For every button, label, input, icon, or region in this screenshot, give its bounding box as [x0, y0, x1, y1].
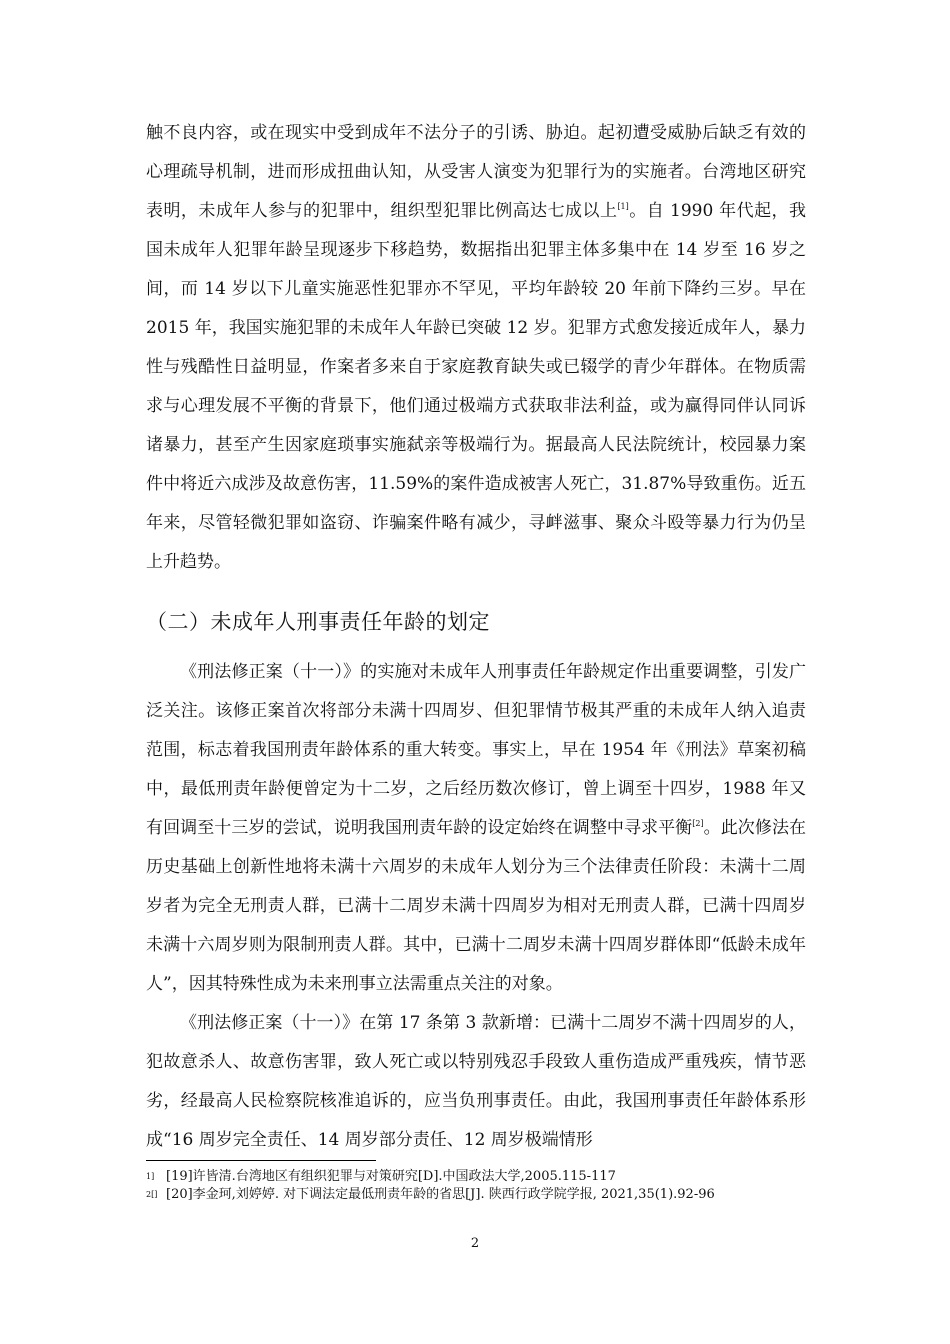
paragraph-2-text-a: 《刑法修正案（十一）》的实施对未成年人刑事责任年龄规定作出重要调整，引发广泛关注。该修正案首次将部分未满十四周岁、但犯罪情节极其严重的未成年人纳入追责范围，标志着我国刑责年龄体系的重大转变。事实上，早在 1954 年《刑法》草案初稿中，最低刑责年龄便曾定为十二岁，之后经历数次修订，曾上调至十四岁，1988 年又有回调至十三岁的尝试，说明我国刑责年龄的设定始终在调整中寻求平衡 [146, 662, 806, 838]
footnote-1-text: [19]许皆清.台湾地区有组织犯罪与对策研究[D].中国政法大学,2005.115-117 [166, 1169, 616, 1184]
footnotes [146, 1168, 796, 1204]
footnote-2-mark: 2[] [146, 1190, 158, 1199]
citation-ref-2[interactable]: [2] [692, 819, 704, 828]
citation-ref-1[interactable]: [1] [617, 202, 629, 211]
footnote-2 [146, 1186, 796, 1204]
paragraph-2 [146, 653, 806, 1004]
footnote-1 [146, 1168, 796, 1186]
document-body [146, 114, 806, 1160]
footnote-1-mark: 1] [146, 1172, 155, 1181]
paragraph-1-text-a: 触不良内容，或在现实中受到成年不法分子的引诱、胁迫。起初遭受威胁后缺乏有效的心理疏导机制，进而形成扭曲认知，从受害人演变为犯罪行为的实施者。台湾地区研究表明，未成年人参与的犯罪中，组织型犯罪比例高达七成以上 [146, 123, 806, 221]
paragraph-3: 《刑法修正案（十一）》在第 17 条第 3 款新增：已满十二周岁不满十四周岁的人，犯故意杀人、故意伤害罪，致人死亡或以特别残忍手段致人重伤造成严重残疾，情节恶劣，经最高人民检察院核准追诉的，应当负刑事责任。由此，我国刑事责任年龄体系形成“16 周岁完全责任、14 周岁部分责任、12 周岁极端情形 [146, 1013, 806, 1150]
footnote-separator [146, 1160, 376, 1161]
section-heading: （二）未成年人刑事责任年龄的划定 [146, 610, 490, 634]
paragraph-1-text-b: 。自 1990 年代起，我国未成年人犯罪年龄呈现逐步下移趋势，数据指出犯罪主体多集中在 14 岁至 16 岁之间，而 14 岁以下儿童实施恶性犯罪亦不罕见，平均年龄较 20 年前下降约三岁。早在 2015 年，我国实施犯罪的未成年人年龄已突破 12 岁。犯罪方式愈发接近成年人，暴力性与残酷性日益明显，作案者多来自于家庭教育缺失或已辍学的青少年群体。在物质需求与心理发展不平衡的背景下，他们通过极端方式获取非法利益，或为赢得同伴认同诉诸暴力，甚至产生因家庭琐事实施弑亲等极端行为。据最高人民法院统计，校园暴力案件中将近六成涉及故意伤害，11.59%的案件造成被害人死亡，31.87%导致重伤。近五年来，尽管轻微犯罪如盗窃、诈骗案件略有减少，寻衅滋事、聚众斗殴等暴力行为仍呈上升趋势。 [146, 201, 806, 572]
page-number: 2 [470, 1236, 480, 1251]
paragraph-2-text-b: 。此次修法在历史基础上创新性地将未满十六周岁的未成年人划分为三个法律责任阶段：未满十二周岁者为完全无刑责人群，已满十二周岁未满十四周岁为相对无刑责人群，已满十四周岁未满十六周岁则为限制刑责人群。其中，已满十二周岁未满十四周岁群体即“低龄未成年人”，因其特殊性成为未来刑事立法需重点关注的对象。 [146, 818, 807, 994]
footnote-2-text: [20]李金珂,刘婷婷. 对下调法定最低刑责年龄的省思[J]. 陕西行政学院学报, 2021,35(1).92-96 [166, 1187, 715, 1202]
paragraph-1 [146, 114, 806, 582]
